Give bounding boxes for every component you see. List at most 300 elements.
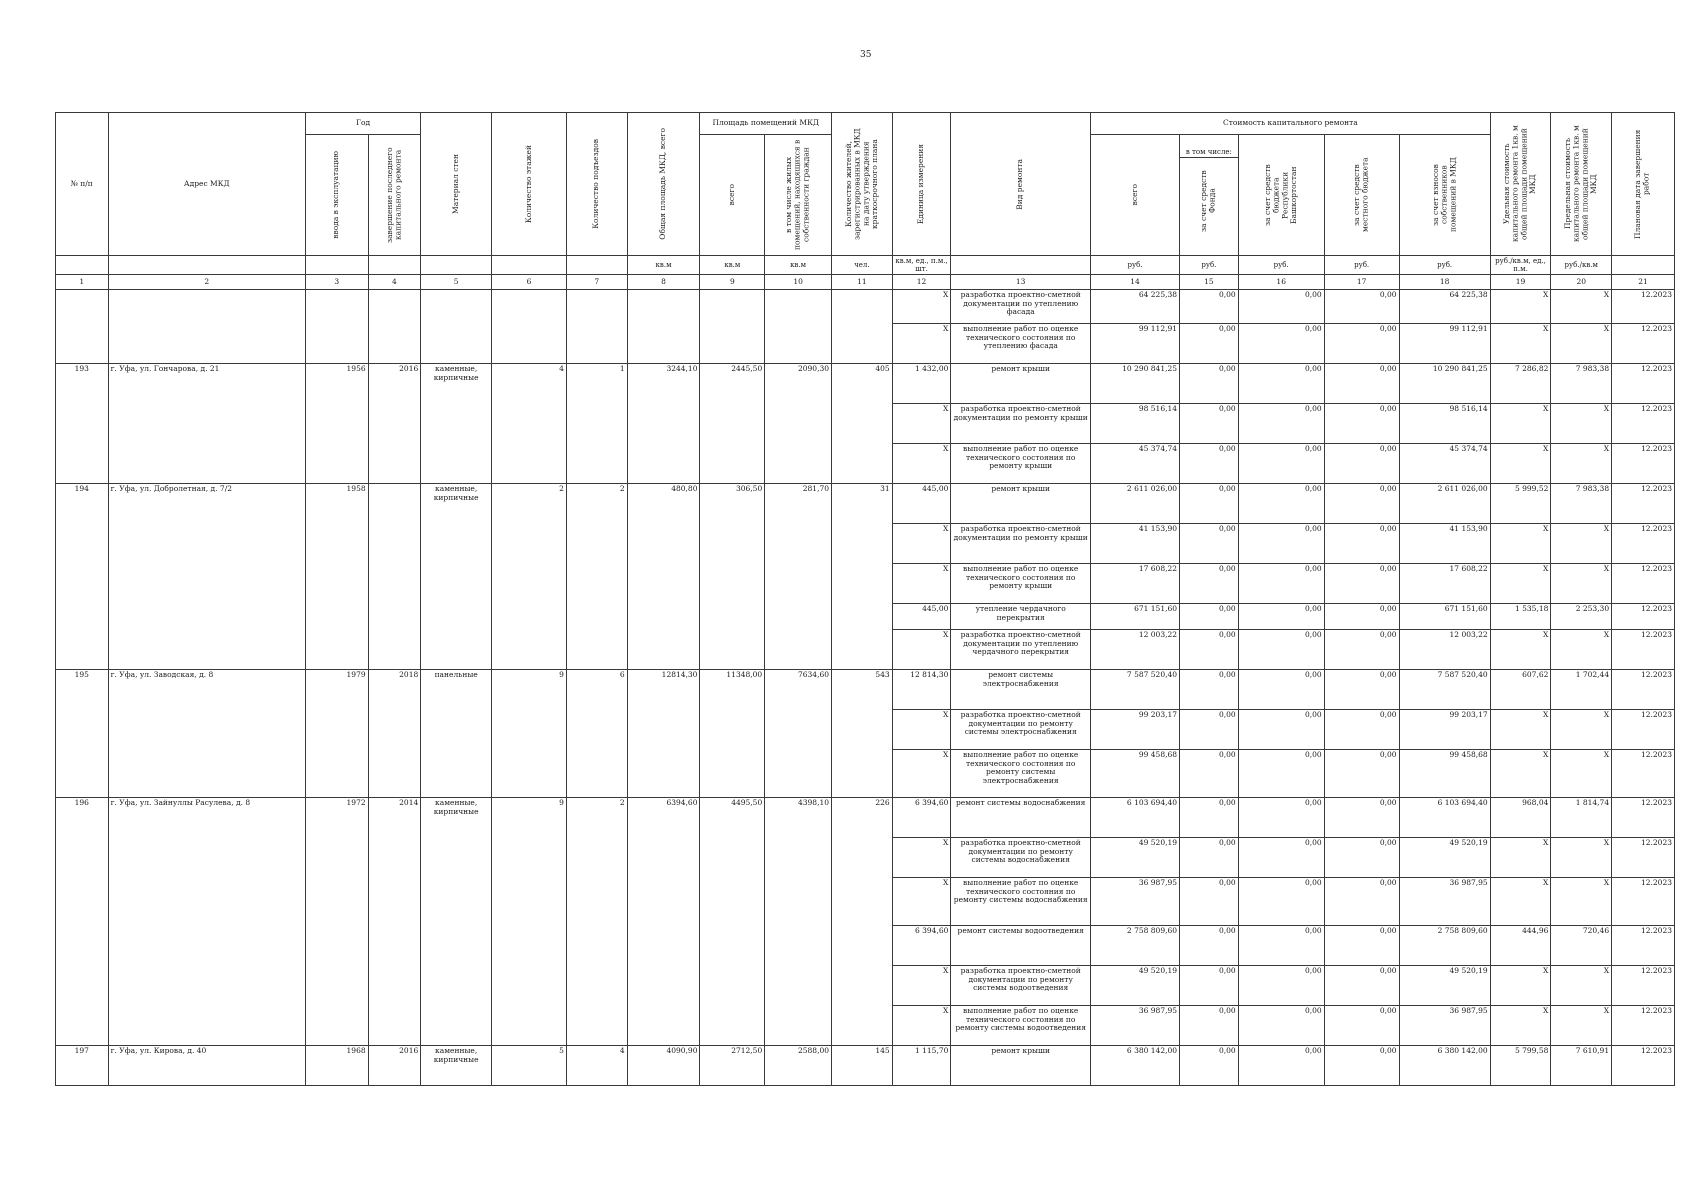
max-cost-cell: X bbox=[1551, 444, 1612, 484]
cost-republic-cell: 0,00 bbox=[1238, 1006, 1324, 1046]
year-repair-cell: 2016 bbox=[368, 1046, 421, 1086]
unit-cost-cell: X bbox=[1490, 710, 1551, 750]
col-index: 7 bbox=[566, 275, 627, 290]
col-index: 13 bbox=[951, 275, 1091, 290]
cost-local-cell: 0,00 bbox=[1324, 878, 1399, 926]
cost-total-cell: 99 203,17 bbox=[1091, 710, 1180, 750]
header-entrances: Количество подъездов bbox=[591, 139, 601, 229]
cost-owners-cell: 671 151,60 bbox=[1399, 604, 1490, 630]
header-cost-local: за счет средств местного бюджета bbox=[1352, 157, 1370, 233]
unit-cell: X bbox=[892, 290, 951, 324]
cost-owners-cell: 2 758 809,60 bbox=[1399, 926, 1490, 966]
cost-total-cell: 671 151,60 bbox=[1091, 604, 1180, 630]
cost-local-cell: 0,00 bbox=[1324, 1046, 1399, 1086]
unit-cell: X bbox=[892, 444, 951, 484]
cost-owners-cell: 6 103 694,40 bbox=[1399, 798, 1490, 838]
unit-cost-cell: X bbox=[1490, 878, 1551, 926]
max-cost-cell: X bbox=[1551, 290, 1612, 324]
unit-cell: X bbox=[892, 710, 951, 750]
cost-local-cell: 0,00 bbox=[1324, 404, 1399, 444]
cost-republic-cell: 0,00 bbox=[1238, 444, 1324, 484]
header-cost-total: всего bbox=[1129, 184, 1139, 206]
max-cost-cell: X bbox=[1551, 750, 1612, 798]
wall-material-cell: панельные bbox=[421, 670, 492, 798]
unit-cost-cell: 7 286,82 bbox=[1490, 364, 1551, 404]
deadline-cell: 12.2023 bbox=[1612, 484, 1675, 524]
deadline-cell: 12.2023 bbox=[1612, 630, 1675, 670]
year-repair-cell: 2014 bbox=[368, 798, 421, 1046]
work-type-cell: выполнение работ по оценке технического состояния по ремонту системы водоснабжения bbox=[951, 878, 1091, 926]
cost-owners-cell: 99 112,91 bbox=[1399, 324, 1490, 364]
unit-cell: 6 394,60 bbox=[892, 798, 951, 838]
unit-cost-cell: X bbox=[1490, 444, 1551, 484]
col-index: 18 bbox=[1399, 275, 1490, 290]
header-cost-incl: в том числе: bbox=[1180, 147, 1238, 158]
cost-republic-cell: 0,00 bbox=[1238, 710, 1324, 750]
col-index: 4 bbox=[368, 275, 421, 290]
cost-local-cell: 0,00 bbox=[1324, 750, 1399, 798]
header-deadline: Плановая дата завершения работ bbox=[1633, 129, 1652, 239]
cost-republic-cell: 0,00 bbox=[1238, 838, 1324, 878]
work-type-cell: выполнение работ по оценке технического состояния по утеплению фасада bbox=[951, 324, 1091, 364]
deadline-cell: 12.2023 bbox=[1612, 966, 1675, 1006]
row-number: 195 bbox=[56, 670, 109, 798]
cost-fund-cell: 0,00 bbox=[1180, 878, 1239, 926]
cost-fund-cell: 0,00 bbox=[1180, 750, 1239, 798]
cost-total-cell: 2 758 809,60 bbox=[1091, 926, 1180, 966]
max-cost-cell: X bbox=[1551, 524, 1612, 564]
wall-material-cell: каменные, кирпичные bbox=[421, 798, 492, 1046]
year-repair-cell: 2016 bbox=[368, 364, 421, 484]
max-cost-cell: 720,46 bbox=[1551, 926, 1612, 966]
header-work-type: Вид ремонта bbox=[1015, 158, 1025, 210]
col-index: 11 bbox=[832, 275, 893, 290]
unit-cell: X bbox=[892, 404, 951, 444]
year-commissioning-cell: 1958 bbox=[305, 484, 368, 670]
wall-material-cell: каменные, кирпичные bbox=[421, 364, 492, 484]
row-number: 196 bbox=[56, 798, 109, 1046]
cost-fund-cell: 0,00 bbox=[1180, 966, 1239, 1006]
unit-cost-cell: 5 799,58 bbox=[1490, 1046, 1551, 1086]
unit-cost-cell: X bbox=[1490, 524, 1551, 564]
unit-area: кв.м bbox=[700, 256, 765, 275]
premises-total-cell: 2445,50 bbox=[700, 364, 765, 484]
cost-republic-cell: 0,00 bbox=[1238, 404, 1324, 444]
cost-total-cell: 99 458,68 bbox=[1091, 750, 1180, 798]
cost-local-cell: 0,00 bbox=[1324, 1006, 1399, 1046]
deadline-cell: 12.2023 bbox=[1612, 878, 1675, 926]
year-commissioning-cell: 1972 bbox=[305, 798, 368, 1046]
col-index: 2 bbox=[108, 275, 305, 290]
cost-republic-cell: 0,00 bbox=[1238, 878, 1324, 926]
cost-republic-cell: 0,00 bbox=[1238, 966, 1324, 1006]
unit-cost-cell: X bbox=[1490, 290, 1551, 324]
year-repair-cell bbox=[368, 484, 421, 670]
work-type-cell: ремонт системы водоснабжения bbox=[951, 798, 1091, 838]
cost-total-cell: 98 516,14 bbox=[1091, 404, 1180, 444]
unit-cost-cell: X bbox=[1490, 324, 1551, 364]
header-year-commissioning: ввода в эксплуатацию bbox=[331, 151, 341, 239]
table-row bbox=[56, 798, 1675, 838]
header-cost-owners: за счет взносов собственников помещений в МКД bbox=[1430, 157, 1457, 233]
cost-fund-cell: 0,00 bbox=[1180, 484, 1239, 524]
max-cost-cell: X bbox=[1551, 838, 1612, 878]
residents-cell: 145 bbox=[832, 1046, 893, 1086]
max-cost-cell: X bbox=[1551, 630, 1612, 670]
cost-republic-cell: 0,00 bbox=[1238, 364, 1324, 404]
cost-fund-cell: 0,00 bbox=[1180, 1006, 1239, 1046]
max-cost-cell: 2 253,30 bbox=[1551, 604, 1612, 630]
cost-total-cell: 41 153,90 bbox=[1091, 524, 1180, 564]
cost-fund-cell: 0,00 bbox=[1180, 926, 1239, 966]
floors-cell: 4 bbox=[492, 364, 567, 484]
max-cost-cell: 1 702,44 bbox=[1551, 670, 1612, 710]
cost-owners-cell: 98 516,14 bbox=[1399, 404, 1490, 444]
max-cost-cell: X bbox=[1551, 564, 1612, 604]
year-commissioning-cell: 1979 bbox=[305, 670, 368, 798]
unit-cost-cell: 968,04 bbox=[1490, 798, 1551, 838]
deadline-cell: 12.2023 bbox=[1612, 1006, 1675, 1046]
header-unit-cost: Удельная стоимость капитального ремонта 1кв. м общей площади помещений МКД bbox=[1502, 125, 1538, 243]
cost-local-cell: 0,00 bbox=[1324, 324, 1399, 364]
unit-cost-cell: 444,96 bbox=[1490, 926, 1551, 966]
header-cost-fund: за счет средств Фонда bbox=[1199, 170, 1217, 232]
header-address: Адрес МКД bbox=[108, 113, 305, 256]
address-cell: г. Уфа, ул. Гончарова, д. 21 bbox=[108, 364, 305, 484]
header-floors: Количество этажей bbox=[523, 144, 533, 224]
cost-fund-cell: 0,00 bbox=[1180, 630, 1239, 670]
premises-total-cell: 306,50 bbox=[700, 484, 765, 670]
cost-local-cell: 0,00 bbox=[1324, 290, 1399, 324]
unit-cost-cell: X bbox=[1490, 404, 1551, 444]
unit-max-cost: руб./кв.м bbox=[1551, 256, 1612, 275]
cost-local-cell: 0,00 bbox=[1324, 444, 1399, 484]
header-wall-material: Материал стен bbox=[450, 154, 460, 214]
deadline-cell: 12.2023 bbox=[1612, 1046, 1675, 1086]
deadline-cell: 12.2023 bbox=[1612, 404, 1675, 444]
header-max-cost: Предельная стоимость капитального ремонта 1кв. м общей площади помещений МКД bbox=[1562, 125, 1598, 243]
floors-cell: 9 bbox=[492, 670, 567, 798]
cost-local-cell: 0,00 bbox=[1324, 838, 1399, 878]
work-type-cell: ремонт крыши bbox=[951, 484, 1091, 524]
cost-total-cell: 36 987,95 bbox=[1091, 1006, 1180, 1046]
total-area-cell: 4090,90 bbox=[627, 1046, 700, 1086]
cost-republic-cell: 0,00 bbox=[1238, 484, 1324, 524]
table-row bbox=[56, 1046, 1675, 1086]
col-index: 15 bbox=[1180, 275, 1239, 290]
unit-cell: 1 432,00 bbox=[892, 364, 951, 404]
cost-local-cell: 0,00 bbox=[1324, 524, 1399, 564]
unit-rub: руб. bbox=[1399, 256, 1490, 275]
work-type-cell: разработка проектно-сметной документации по ремонту крыши bbox=[951, 404, 1091, 444]
entrances-cell: 2 bbox=[566, 484, 627, 670]
cost-local-cell: 0,00 bbox=[1324, 926, 1399, 966]
unit-cost-cell: X bbox=[1490, 750, 1551, 798]
cost-local-cell: 0,00 bbox=[1324, 604, 1399, 630]
cost-local-cell: 0,00 bbox=[1324, 484, 1399, 524]
col-index: 1 bbox=[56, 275, 109, 290]
col-index: 5 bbox=[421, 275, 492, 290]
unit-cost-cell: 1 535,18 bbox=[1490, 604, 1551, 630]
premises-total-cell: 2712,50 bbox=[700, 1046, 765, 1086]
cost-total-cell: 49 520,19 bbox=[1091, 838, 1180, 878]
cost-fund-cell: 0,00 bbox=[1180, 524, 1239, 564]
header-year-group: Год bbox=[305, 113, 420, 135]
work-type-cell: ремонт системы водоотведения bbox=[951, 926, 1091, 966]
table-row bbox=[56, 670, 1675, 710]
cost-total-cell: 7 587 520,40 bbox=[1091, 670, 1180, 710]
header-premises-total: всего bbox=[727, 184, 737, 206]
unit-cell: X bbox=[892, 966, 951, 1006]
col-index: 12 bbox=[892, 275, 951, 290]
work-type-cell: разработка проектно-сметной документации по утеплению чердачного перекрытия bbox=[951, 630, 1091, 670]
work-type-cell: разработка проектно-сметной документации по ремонту системы водоотведения bbox=[951, 966, 1091, 1006]
cost-total-cell: 6 380 142,00 bbox=[1091, 1046, 1180, 1086]
repair-plan-table bbox=[55, 112, 1675, 1086]
unit-cell: X bbox=[892, 564, 951, 604]
max-cost-cell: 1 814,74 bbox=[1551, 798, 1612, 838]
max-cost-cell: X bbox=[1551, 404, 1612, 444]
col-index: 17 bbox=[1324, 275, 1399, 290]
work-type-cell: разработка проектно-сметной документации по ремонту системы водоснабжения bbox=[951, 838, 1091, 878]
cost-republic-cell: 0,00 bbox=[1238, 290, 1324, 324]
premises-residential-cell: 4398,10 bbox=[765, 798, 832, 1046]
header-year-last-repair: завершение последнего капитального ремонта bbox=[384, 147, 403, 243]
unit-cost-cell: 5 999,52 bbox=[1490, 484, 1551, 524]
deadline-cell: 12.2023 bbox=[1612, 926, 1675, 966]
premises-total-cell: 4495,50 bbox=[700, 798, 765, 1046]
address-cell: г. Уфа, ул. Добролетная, д. 7/2 bbox=[108, 484, 305, 670]
cost-republic-cell: 0,00 bbox=[1238, 798, 1324, 838]
residents-cell: 543 bbox=[832, 670, 893, 798]
work-type-cell: ремонт системы электроснабжения bbox=[951, 670, 1091, 710]
cost-republic-cell: 0,00 bbox=[1238, 926, 1324, 966]
cost-fund-cell: 0,00 bbox=[1180, 364, 1239, 404]
table-row bbox=[56, 364, 1675, 404]
max-cost-cell: X bbox=[1551, 710, 1612, 750]
cost-fund-cell: 0,00 bbox=[1180, 324, 1239, 364]
work-type-cell: выполнение работ по оценке технического состояния по ремонту крыши bbox=[951, 444, 1091, 484]
residents-cell: 226 bbox=[832, 798, 893, 1046]
col-index: 8 bbox=[627, 275, 700, 290]
unit-measure: кв.м, ед., п.м., шт. bbox=[892, 256, 951, 275]
cost-owners-cell: 49 520,19 bbox=[1399, 966, 1490, 1006]
cost-total-cell: 10 290 841,25 bbox=[1091, 364, 1180, 404]
max-cost-cell: 7 983,38 bbox=[1551, 484, 1612, 524]
header-total-area: Общая площадь МКД, всего bbox=[658, 128, 668, 240]
header-cost-group: Стоимость капитального ремонта bbox=[1091, 113, 1491, 135]
cost-republic-cell: 0,00 bbox=[1238, 604, 1324, 630]
cost-fund-cell: 0,00 bbox=[1180, 798, 1239, 838]
year-commissioning-cell: 1968 bbox=[305, 1046, 368, 1086]
cost-republic-cell: 0,00 bbox=[1238, 1046, 1324, 1086]
work-type-cell: выполнение работ по оценке технического состояния по ремонту крыши bbox=[951, 564, 1091, 604]
cost-owners-cell: 7 587 520,40 bbox=[1399, 670, 1490, 710]
cost-owners-cell: 36 987,95 bbox=[1399, 878, 1490, 926]
cost-local-cell: 0,00 bbox=[1324, 710, 1399, 750]
cost-republic-cell: 0,00 bbox=[1238, 630, 1324, 670]
cost-fund-cell: 0,00 bbox=[1180, 1046, 1239, 1086]
cost-fund-cell: 0,00 bbox=[1180, 604, 1239, 630]
max-cost-cell: X bbox=[1551, 1006, 1612, 1046]
unit-cell: X bbox=[892, 524, 951, 564]
deadline-cell: 12.2023 bbox=[1612, 710, 1675, 750]
cost-owners-cell: 99 203,17 bbox=[1399, 710, 1490, 750]
residents-cell: 31 bbox=[832, 484, 893, 670]
cost-total-cell: 12 003,22 bbox=[1091, 630, 1180, 670]
max-cost-cell: X bbox=[1551, 878, 1612, 926]
unit-cell: X bbox=[892, 630, 951, 670]
year-repair-cell: 2018 bbox=[368, 670, 421, 798]
cost-owners-cell: 64 225,38 bbox=[1399, 290, 1490, 324]
work-type-cell: утепление чердачного перекрытия bbox=[951, 604, 1091, 630]
unit-rub: руб. bbox=[1324, 256, 1399, 275]
deadline-cell: 12.2023 bbox=[1612, 604, 1675, 630]
premises-total-cell: 11348,00 bbox=[700, 670, 765, 798]
cost-owners-cell: 49 520,19 bbox=[1399, 838, 1490, 878]
cost-total-cell: 6 103 694,40 bbox=[1091, 798, 1180, 838]
cost-total-cell: 99 112,91 bbox=[1091, 324, 1180, 364]
unit-cell: X bbox=[892, 750, 951, 798]
unit-cell: X bbox=[892, 1006, 951, 1046]
entrances-cell: 1 bbox=[566, 364, 627, 484]
cost-fund-cell: 0,00 bbox=[1180, 290, 1239, 324]
cost-local-cell: 0,00 bbox=[1324, 670, 1399, 710]
entrances-cell: 6 bbox=[566, 670, 627, 798]
work-type-cell: ремонт крыши bbox=[951, 1046, 1091, 1086]
header-unit: Единица измерения bbox=[916, 143, 926, 225]
row-number: 193 bbox=[56, 364, 109, 484]
col-index: 6 bbox=[492, 275, 567, 290]
page-number: 35 bbox=[860, 50, 872, 60]
cost-fund-cell: 0,00 bbox=[1180, 670, 1239, 710]
table-row bbox=[56, 484, 1675, 524]
floors-cell: 5 bbox=[492, 1046, 567, 1086]
entrances-cell: 4 bbox=[566, 1046, 627, 1086]
address-cell: г. Уфа, ул. Зайнуллы Расулева, д. 8 bbox=[108, 798, 305, 1046]
work-type-cell: разработка проектно-сметной документации по утеплению фасада bbox=[951, 290, 1091, 324]
cost-republic-cell: 0,00 bbox=[1238, 670, 1324, 710]
cost-local-cell: 0,00 bbox=[1324, 364, 1399, 404]
deadline-cell: 12.2023 bbox=[1612, 750, 1675, 798]
cost-owners-cell: 12 003,22 bbox=[1399, 630, 1490, 670]
col-index: 14 bbox=[1091, 275, 1180, 290]
deadline-cell: 12.2023 bbox=[1612, 444, 1675, 484]
unit-cost-cell: X bbox=[1490, 1006, 1551, 1046]
cost-total-cell: 17 608,22 bbox=[1091, 564, 1180, 604]
deadline-cell: 12.2023 bbox=[1612, 290, 1675, 324]
cost-owners-cell: 99 458,68 bbox=[1399, 750, 1490, 798]
col-index: 10 bbox=[765, 275, 832, 290]
deadline-cell: 12.2023 bbox=[1612, 838, 1675, 878]
cost-owners-cell: 45 374,74 bbox=[1399, 444, 1490, 484]
address-cell: г. Уфа, ул. Заводская, д. 8 bbox=[108, 670, 305, 798]
deadline-cell: 12.2023 bbox=[1612, 798, 1675, 838]
deadline-cell: 12.2023 bbox=[1612, 364, 1675, 404]
unit-cost-cell: X bbox=[1490, 838, 1551, 878]
unit-cell: X bbox=[892, 324, 951, 364]
cost-total-cell: 49 520,19 bbox=[1091, 966, 1180, 1006]
cost-owners-cell: 41 153,90 bbox=[1399, 524, 1490, 564]
unit-cell: 445,00 bbox=[892, 604, 951, 630]
col-index: 16 bbox=[1238, 275, 1324, 290]
max-cost-cell: X bbox=[1551, 324, 1612, 364]
total-area-cell: 480,80 bbox=[627, 484, 700, 670]
work-type-cell: разработка проектно-сметной документации по ремонту крыши bbox=[951, 524, 1091, 564]
deadline-cell: 12.2023 bbox=[1612, 564, 1675, 604]
cost-local-cell: 0,00 bbox=[1324, 564, 1399, 604]
total-area-cell: 12814,30 bbox=[627, 670, 700, 798]
cost-local-cell: 0,00 bbox=[1324, 630, 1399, 670]
unit-cost-cell: X bbox=[1490, 966, 1551, 1006]
max-cost-cell: X bbox=[1551, 966, 1612, 1006]
max-cost-cell: 7 610,91 bbox=[1551, 1046, 1612, 1086]
cost-total-cell: 45 374,74 bbox=[1091, 444, 1180, 484]
header-cost-republic: за счет средств бюджета Республики Башкортостан bbox=[1262, 164, 1298, 226]
cost-owners-cell: 36 987,95 bbox=[1399, 1006, 1490, 1046]
cost-fund-cell: 0,00 bbox=[1180, 444, 1239, 484]
deadline-cell: 12.2023 bbox=[1612, 324, 1675, 364]
unit-cell: 1 115,70 bbox=[892, 1046, 951, 1086]
unit-cell: X bbox=[892, 838, 951, 878]
cost-fund-cell: 0,00 bbox=[1180, 838, 1239, 878]
cost-republic-cell: 0,00 bbox=[1238, 564, 1324, 604]
cost-total-cell: 36 987,95 bbox=[1091, 878, 1180, 926]
deadline-cell: 12.2023 bbox=[1612, 670, 1675, 710]
deadline-cell: 12.2023 bbox=[1612, 524, 1675, 564]
header-residents: Количество жителей, зарегистрированных в МКД на дату утверждения краткосрочного плана bbox=[843, 128, 879, 240]
work-type-cell: ремонт крыши bbox=[951, 364, 1091, 404]
unit-persons: чел. bbox=[832, 256, 893, 275]
cost-owners-cell: 6 380 142,00 bbox=[1399, 1046, 1490, 1086]
cost-republic-cell: 0,00 bbox=[1238, 750, 1324, 798]
premises-residential-cell: 2588,00 bbox=[765, 1046, 832, 1086]
total-area-cell: 3244,10 bbox=[627, 364, 700, 484]
cost-owners-cell: 10 290 841,25 bbox=[1399, 364, 1490, 404]
col-index: 9 bbox=[700, 275, 765, 290]
wall-material-cell: каменные, кирпичные bbox=[421, 1046, 492, 1086]
cost-total-cell: 64 225,38 bbox=[1091, 290, 1180, 324]
address-cell: г. Уфа, ул. Кирова, д. 40 bbox=[108, 1046, 305, 1086]
unit-cell: 12 814,30 bbox=[892, 670, 951, 710]
header-no: № п/п bbox=[56, 113, 109, 256]
floors-cell: 9 bbox=[492, 798, 567, 1046]
wall-material-cell: каменные, кирпичные bbox=[421, 484, 492, 670]
unit-cost-cell: X bbox=[1490, 630, 1551, 670]
cost-republic-cell: 0,00 bbox=[1238, 324, 1324, 364]
unit-rub: руб. bbox=[1180, 256, 1239, 275]
cost-fund-cell: 0,00 bbox=[1180, 564, 1239, 604]
premises-residential-cell: 281,70 bbox=[765, 484, 832, 670]
table-row bbox=[56, 290, 1675, 324]
unit-cell: X bbox=[892, 878, 951, 926]
cost-local-cell: 0,00 bbox=[1324, 966, 1399, 1006]
cost-republic-cell: 0,00 bbox=[1238, 524, 1324, 564]
unit-area: кв.м bbox=[627, 256, 700, 275]
cost-owners-cell: 2 611 026,00 bbox=[1399, 484, 1490, 524]
total-area-cell: 6394,60 bbox=[627, 798, 700, 1046]
header-premises-residential: в том числе жилых помещений, находящихся в собственности граждан bbox=[784, 139, 811, 251]
work-type-cell: разработка проектно-сметной документации по ремонту системы электроснабжения bbox=[951, 710, 1091, 750]
year-commissioning-cell: 1956 bbox=[305, 364, 368, 484]
col-index: 19 bbox=[1490, 275, 1551, 290]
residents-cell: 405 bbox=[832, 364, 893, 484]
unit-cell: 6 394,60 bbox=[892, 926, 951, 966]
header-premises-group: Площадь помещений МКД bbox=[700, 113, 832, 135]
cost-total-cell: 2 611 026,00 bbox=[1091, 484, 1180, 524]
row-number: 197 bbox=[56, 1046, 109, 1086]
row-number: 194 bbox=[56, 484, 109, 670]
